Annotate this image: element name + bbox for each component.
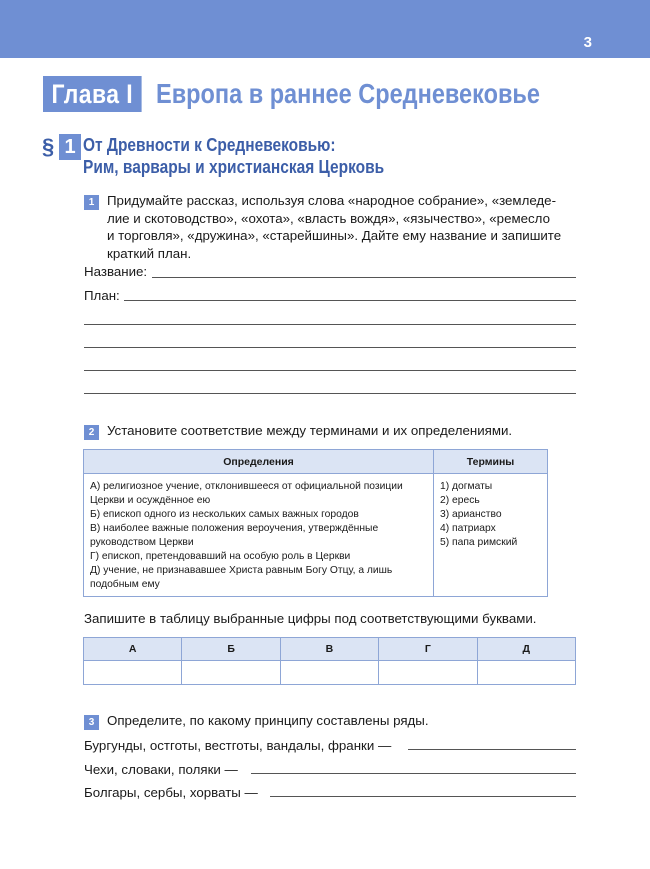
definition-line: подобным ему <box>90 579 160 590</box>
term-item: 4) патриарх <box>440 523 496 534</box>
answer-table <box>83 637 576 685</box>
task1-line: и торговля», «дружина», «старейшины». Дайте ему название и запишите <box>107 228 562 243</box>
term-item: 1) догматы <box>440 481 493 492</box>
plan-label: План: <box>84 288 120 303</box>
answer-header-v: В <box>280 638 378 661</box>
definition-line: Б) епископ одного из нескольких самых важных городов <box>90 509 359 520</box>
section-symbol: § <box>42 134 55 159</box>
plan-answer-line[interactable] <box>84 347 576 348</box>
task2-number: 2 <box>84 425 99 440</box>
section-heading <box>42 134 385 177</box>
answer-header-a: А <box>84 638 182 661</box>
task1-line: лие и скотоводство», «охота», «власть вождя», «язычество», «ремесло <box>107 210 550 226</box>
section-title <box>83 134 384 178</box>
name-label: Название: <box>84 264 148 279</box>
row-west-slavic-answer-line[interactable] <box>251 773 576 774</box>
chapter-label: Глава I <box>43 76 142 112</box>
row-south-slavic: Болгары, сербы, хорваты — <box>84 785 258 800</box>
plan-answer-line[interactable] <box>84 324 576 325</box>
definitions-cell <box>84 474 434 597</box>
term-item: 2) ересь <box>440 495 480 506</box>
section-number: 1 <box>59 134 81 160</box>
terms-cell <box>434 474 548 597</box>
section-title-line2: Рим, варвары и христианская Церковь <box>83 157 385 177</box>
task1-number: 1 <box>84 195 99 210</box>
task1-text <box>107 192 577 262</box>
answer-cell-g[interactable] <box>379 661 477 685</box>
answer-cell-a[interactable] <box>84 661 182 685</box>
definition-line: Церкви и осуждённое ею <box>90 495 211 506</box>
definition-line: Г) епископ, претендовавший на особую роль в Церкви <box>90 551 351 562</box>
answer-cell-v[interactable] <box>280 661 378 685</box>
row-germanic: Бургунды, остготы, вестготы, вандалы, франки — <box>84 738 392 753</box>
header-band <box>0 0 650 58</box>
definitions-table <box>83 449 548 597</box>
row-south-slavic-answer-line[interactable] <box>270 796 576 797</box>
name-answer-line[interactable] <box>152 277 576 278</box>
answer-header-g: Г <box>379 638 477 661</box>
task1-line: Придумайте рассказ, используя слова «народное собрание», «земледе- <box>107 193 557 208</box>
chapter-heading <box>43 76 540 112</box>
answer-cell-d[interactable] <box>477 661 575 685</box>
definition-line: А) религиозное учение, отклонившееся от официальной позиции <box>90 481 403 492</box>
plan-answer-line[interactable] <box>84 393 576 394</box>
definition-line: В) наиболее важные положения вероучения, утверждённые <box>90 523 379 534</box>
term-item: 3) арианство <box>440 509 502 520</box>
chapter-title: Европа в раннее Средневековье <box>156 78 540 109</box>
task2-text: Установите соответствие между терминами и их определениями. <box>107 423 513 438</box>
answer-header-b: Б <box>182 638 280 661</box>
task2-instruction: Запишите в таблицу выбранные цифры под соответствующими буквами. <box>84 611 537 626</box>
plan-answer-line[interactable] <box>84 370 576 371</box>
plan-answer-line[interactable] <box>124 300 576 301</box>
terms-header: Термины <box>434 450 548 474</box>
term-item: 5) папа римский <box>440 537 518 548</box>
definition-line: Д) учение, не признававшее Христа равным Богу Отцу, а лишь <box>90 565 393 576</box>
definition-line: руководством Церкви <box>90 537 194 548</box>
page-number: 3 <box>583 34 592 51</box>
task3-text: Определите, по какому принципу составлены ряды. <box>107 713 429 728</box>
section-title-line1: От Древности к Средневековью: <box>83 135 336 155</box>
row-west-slavic: Чехи, словаки, поляки — <box>84 762 238 777</box>
row-germanic-answer-line[interactable] <box>408 749 576 750</box>
answer-header-d: Д <box>477 638 575 661</box>
task3-number: 3 <box>84 715 99 730</box>
answer-cell-b[interactable] <box>182 661 280 685</box>
task1-line: краткий план. <box>107 245 192 261</box>
definitions-header: Определения <box>84 450 434 474</box>
